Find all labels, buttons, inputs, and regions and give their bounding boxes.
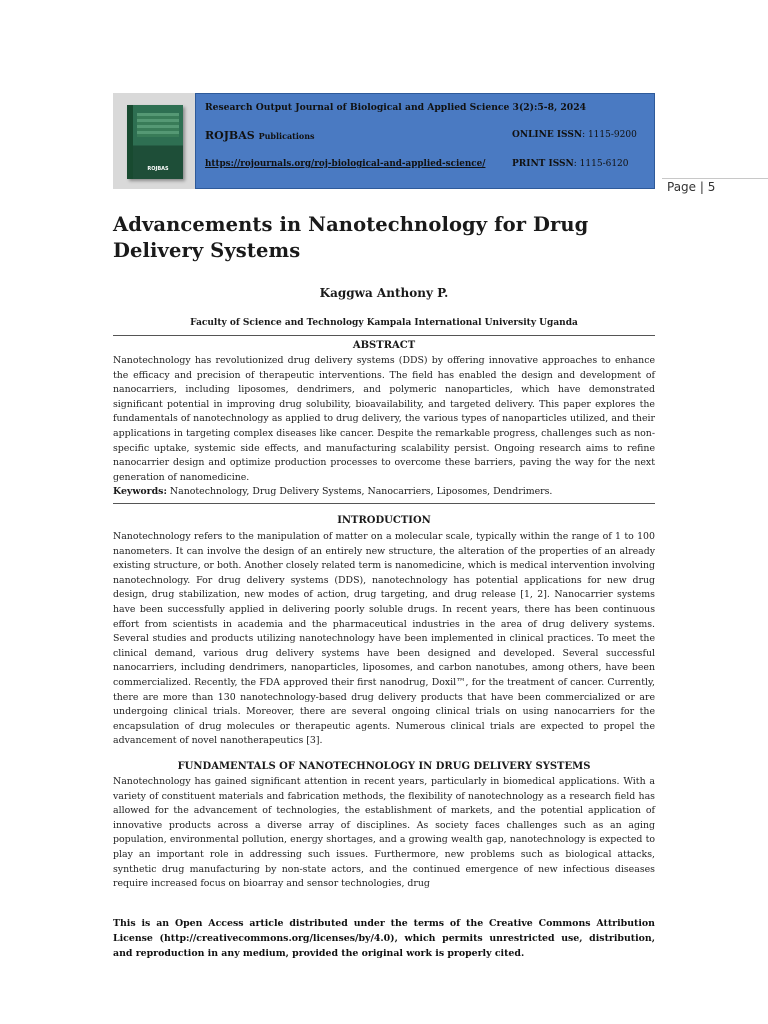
divider-top	[113, 335, 655, 336]
print-issn	[512, 159, 629, 169]
paper-title: Advancements in Nanotechnology for Drug Delivery Systems	[113, 213, 589, 262]
print-issn-label: PRINT ISSN	[512, 159, 574, 169]
online-issn-value: : 1115-9200	[582, 130, 637, 140]
journal-url-link[interactable]: https://rojournals.org/roj-biological-and-applied-science/	[205, 159, 486, 169]
publisher-name: ROJBAS	[205, 129, 255, 142]
online-issn-label: ONLINE ISSN	[512, 130, 583, 140]
author-name: Kaggwa Anthony P.	[319, 286, 449, 300]
abstract-heading: ABSTRACT	[352, 340, 416, 351]
keywords-label: Keywords:	[113, 486, 167, 497]
journal-cover-image	[113, 93, 195, 189]
online-issn	[512, 130, 637, 140]
introduction-heading: INTRODUCTION	[337, 515, 431, 526]
introduction-text: Nanotechnology refers to the manipulation of matter on a molecular scale, typically within the range of 1 to 100 nanometers. It can involve the design of an entirely new structure, the alteration of the properties of an already existing structure, or both. Another closely related term is nanomedicine, which is medical intervention involving nanotechnology. For drug delivery systems (DDS), nanotechnology has potential applications for new drug design, drug stabilization, new modes of action, drug targeting, and drug release [1, 2]. Nanocarrier systems have been successfully applied in delivering poorly soluble drugs. In recent years, there has been continuous effort from scientists in academia and the pharmaceutical industries in the area of drug delivery systems. Several studies and products utilizing nanotechnology have been implemented in clinical practices. To meet the clinical demand, various drug delivery systems have been designed and developed. Several successful nanocarriers, including dendrimers, nanoparticles, liposomes, and carbon nanotubes, among others, have been commercialized. Recently, the FDA approved their first nanodrug, Doxil™, for the treatment of cancer. Currently, there are more than 130 nanotechnology-based drug delivery products that have been commercialized or are undergoing clinical trials. Moreover, there are several ongoing clinical trials on using nanocarriers for the encapsulation of drug molecules or therapeutic agents. Numerous clinical trials are expected to propel the advancement of novel nanotherapeutics [3].	[113, 531, 655, 747]
publisher-suffix: Publications	[258, 131, 315, 141]
cover-pattern	[137, 113, 179, 137]
book-cover-icon	[127, 105, 183, 179]
author-affiliation: Faculty of Science and Technology Kampala International University Uganda	[190, 318, 578, 328]
publisher	[205, 129, 315, 142]
journal-info-box	[195, 93, 655, 189]
cover-brand: ROJBAS	[147, 166, 169, 172]
keywords	[113, 486, 655, 497]
fundamentals-text: Nanotechnology has gained significant attention in recent years, particularly in biomedical applications. With a variety of constituent materials and fabrication methods, the flexibility of nanotechnology as a research field has allowed for the advancement of technologies, the establishment of markets, and the potential application of innovative products across a diverse array of disciplines. As society faces challenges such as an aging population, environmental pollution, energy shortages, and a growing wealth gap, nanotechnology is expected to play an important role in addressing such issues. Furthermore, new problems such as biological attacks, synthetic drug manufacturing by non-state actors, and the continued emergence of new infectious diseases require increased focus on bioarray and sensor technologies, drug	[113, 776, 655, 890]
journal-citation: Research Output Journal of Biological and Applied Science 3(2):5-8, 2024	[205, 102, 586, 113]
page-rule	[662, 178, 768, 179]
keywords-list: Nanotechnology, Drug Delivery Systems, Nanocarriers, Liposomes, Dendrimers.	[169, 486, 553, 497]
page-number: Page | 5	[667, 180, 716, 194]
abstract-text: Nanotechnology has revolutionized drug delivery systems (DDS) by offering innovative approaches to enhance the efficacy and precision of therapeutic interventions. The field has enabled the design and development of nanocarriers, including liposomes, dendrimers, and polymeric nanoparticles, which have demonstrated significant potential in improving drug solubility, bioavailability, and targeted delivery. This paper explores the fundamentals of nanotechnology as applied to drug delivery, the various types of nanoparticles utilized, and their applications in targeting complex diseases like cancer. Despite the remarkable progress, challenges such as non-specific uptake, systemic side effects, and manufacturing scalability persist. Ongoing research aims to refine nanocarrier design and optimize production processes to overcome these barriers, paving the way for the next generation of nanomedicine.	[113, 355, 655, 483]
divider-bottom	[113, 503, 655, 504]
journal-header	[113, 93, 655, 189]
print-issn-value: : 1115-6120	[573, 159, 629, 169]
license-notice: This is an Open Access article distributed under the terms of the Creative Commons Attribution License (http://creativecommons.org/licenses/by/4.0), which permits unrestricted use, distribution, and reproduction in any medium, provided the original work is properly cited.	[113, 918, 655, 959]
fundamentals-heading: FUNDAMENTALS OF NANOTECHNOLOGY IN DRUG DELIVERY SYSTEMS	[177, 761, 591, 772]
